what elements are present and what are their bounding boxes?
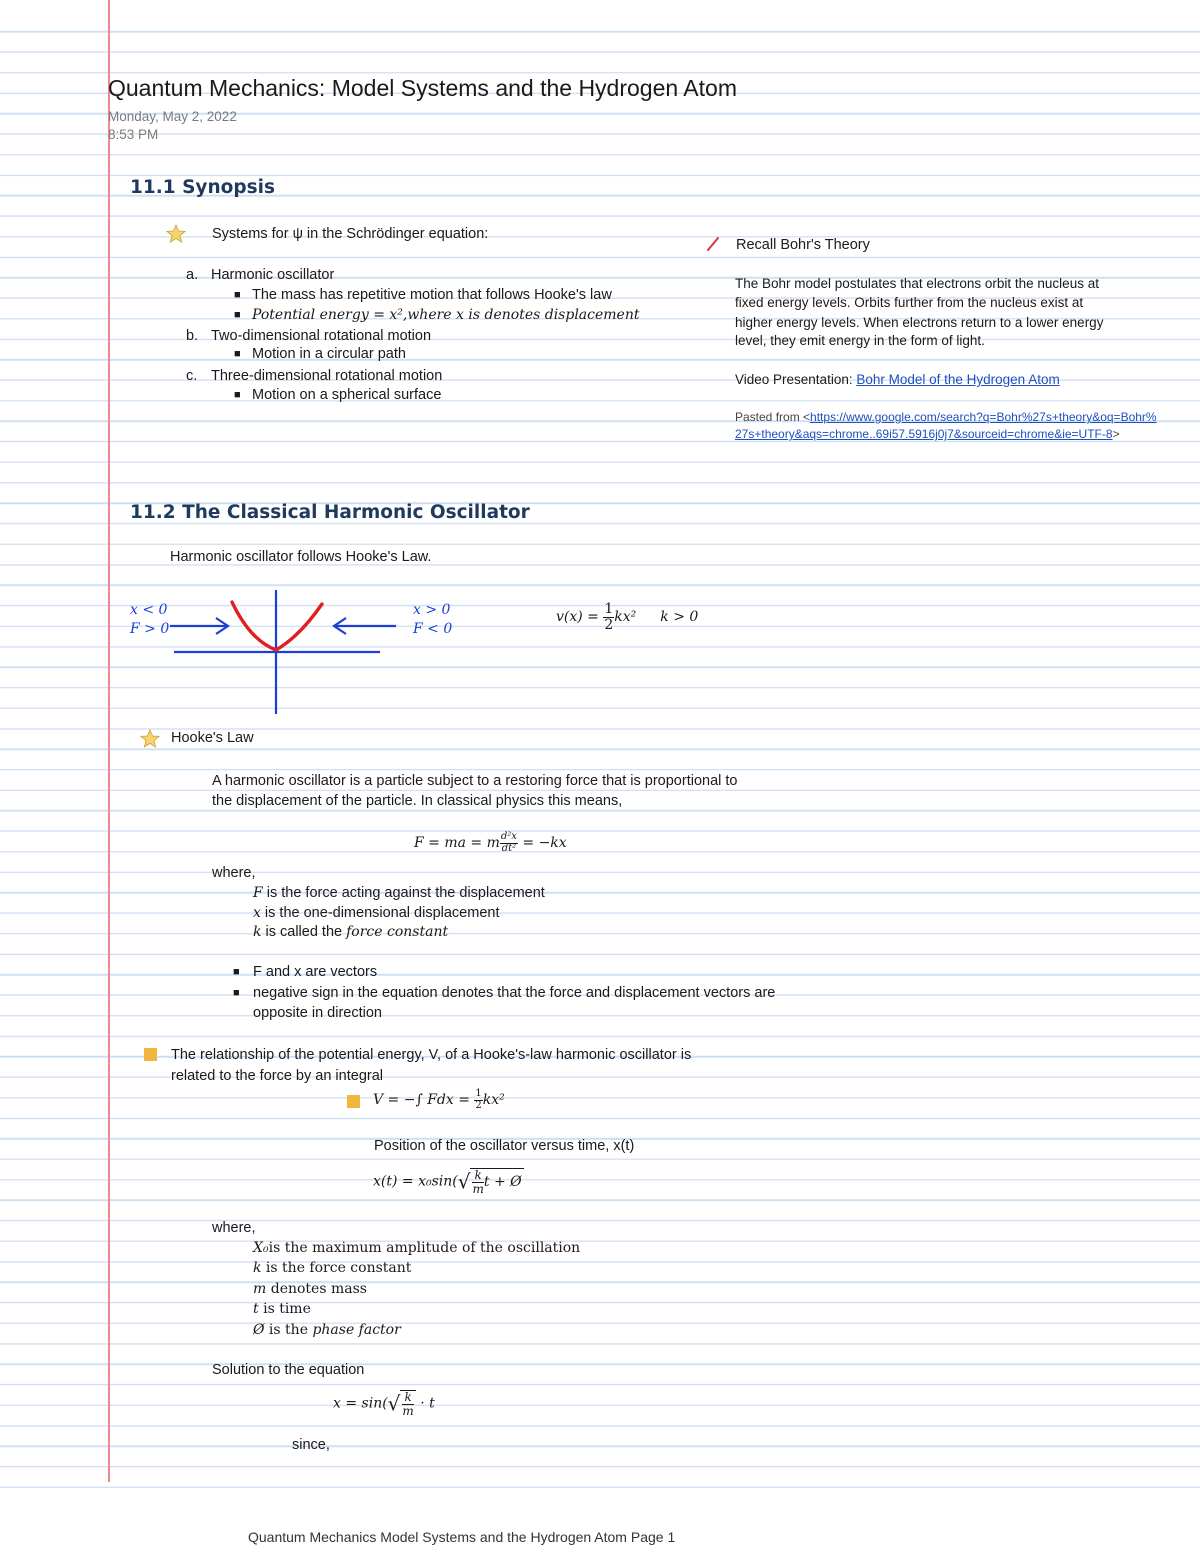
definition: is the force acting against the displacement	[262, 885, 545, 901]
eq-lhs: x = sin(	[333, 1395, 388, 1412]
oscillator-intro: Harmonic oscillator follows Hooke's Law.	[170, 549, 432, 565]
eq-num: k	[472, 1169, 483, 1183]
eq-den: 2	[604, 616, 614, 633]
pasted-label: Pasted from <	[735, 410, 811, 424]
video-presentation	[735, 372, 1060, 387]
eq-den: 2	[475, 1099, 482, 1111]
star-icon	[166, 224, 186, 244]
eq-num: k	[402, 1391, 413, 1405]
sqrt-body	[400, 1390, 415, 1417]
footer-band	[0, 1495, 1200, 1556]
definition: denotes mass	[266, 1281, 367, 1297]
eq-fraction	[603, 602, 614, 632]
definition: is the force constant	[261, 1260, 412, 1276]
symbol: Ø	[253, 1322, 265, 1338]
eq-lhs: F = ma = m	[414, 835, 500, 851]
list-item-two-dimensional: Two-dimensional rotational motion	[211, 328, 432, 344]
pen-icon	[706, 236, 720, 252]
where-item-t	[253, 1301, 311, 1317]
eq-num: 1	[604, 601, 614, 617]
where-label: where,	[212, 865, 256, 881]
bullet-icon: ■	[233, 987, 240, 999]
star-icon	[140, 729, 160, 749]
definition: is the	[264, 1322, 313, 1338]
eq-rhs: t + Ø	[483, 1174, 522, 1191]
video-label: Video Presentation:	[735, 372, 857, 387]
eq-rhs: = −kx	[517, 835, 567, 851]
bullet-icon: ■	[233, 966, 240, 978]
solution-equation	[333, 1390, 435, 1417]
definition: is the one-dimensional displacement	[260, 905, 500, 921]
eq-den: m	[472, 1181, 484, 1196]
page-title: Quantum Mechanics: Model Systems and the Hydrogen Atom	[108, 75, 737, 101]
eq-lhs: V = −∫ Fdx =	[373, 1092, 475, 1108]
eq-fraction	[402, 1391, 413, 1417]
sqrt-sign: √	[457, 1169, 471, 1194]
since-label: since,	[292, 1437, 330, 1453]
where-label: where,	[212, 1220, 256, 1236]
page-footer: Quantum Mechanics Model Systems and the Hydrogen Atom Page 1	[248, 1529, 676, 1545]
list-item-three-dimensional: Three-dimensional rotational motion	[211, 368, 443, 384]
video-link[interactable]: Bohr Model of the Hydrogen Atom	[856, 372, 1060, 387]
eq-num: d²x	[500, 831, 517, 842]
right-f-label: F < 0	[413, 621, 453, 637]
eq-fraction	[500, 832, 518, 854]
eq-condition: k > 0	[660, 609, 699, 626]
bullet-icon: ■	[234, 348, 241, 360]
square-icon	[144, 1048, 157, 1061]
eq-lhs: v(x) =	[556, 609, 604, 626]
where-item-k	[253, 924, 448, 940]
bullet-icon: ■	[234, 309, 241, 321]
position-label: Position of the oscillator versus time, x(t)	[374, 1138, 635, 1154]
note-vectors: F and x are vectors	[253, 964, 378, 980]
pasted-from-line	[735, 410, 1157, 424]
where-item-k	[253, 1260, 411, 1276]
left-f-label: F > 0	[130, 621, 170, 637]
page-date: Monday, May 2, 2022	[108, 109, 237, 124]
bohr-heading: Recall Bohr's Theory	[736, 237, 870, 253]
symbol: k	[253, 924, 262, 940]
square-icon	[347, 1095, 360, 1108]
potential-equation	[556, 602, 698, 632]
definition: is time	[258, 1301, 311, 1317]
hooke-equation	[414, 832, 567, 854]
where-item-m	[253, 1281, 367, 1297]
oscillator-heading: 11.2 The Classical Harmonic Oscillator	[130, 502, 530, 523]
hooke-text-line: the displacement of the particle. In classical physics this means,	[212, 793, 623, 809]
symbol: t	[253, 1301, 259, 1317]
list-marker-c: c.	[186, 368, 198, 384]
where-item-x0	[253, 1240, 580, 1256]
left-x-label: x < 0	[130, 602, 168, 618]
sub-item-potential-energy: Potential energy = x²,where x is denotes displacement	[252, 307, 640, 323]
eq-num: 1	[475, 1088, 482, 1099]
sub-item-repetitive-motion: The mass has repetitive motion that follows Hooke's law	[252, 287, 612, 303]
position-equation	[373, 1168, 524, 1195]
pasted-url-link-cont[interactable]: 27s+theory&aqs=chrome..69i57.5916j0j7&sourceid=chrome&ie=UTF-8	[735, 427, 1113, 441]
bohr-text-line: The Bohr model postulates that electrons orbit the nucleus at	[735, 276, 1099, 291]
note-negative-sign: negative sign in the equation denotes that the force and displacement vectors are	[253, 985, 776, 1001]
eq-fraction	[472, 1169, 483, 1195]
pasted-end: >	[1112, 427, 1120, 441]
where-item-x	[253, 905, 499, 921]
sub-item-spherical-surface: Motion on a spherical surface	[252, 387, 442, 403]
symbol: x	[253, 905, 261, 921]
list-marker-a: a.	[186, 267, 199, 283]
oscillator-diagram	[120, 580, 460, 720]
note-negative-sign-cont: opposite in direction	[253, 1005, 382, 1021]
symbol: m	[253, 1281, 267, 1297]
definition: is the maximum amplitude of the oscillation	[268, 1240, 581, 1256]
synopsis-heading: 11.1 Synopsis	[130, 177, 275, 198]
right-x-label: x > 0	[413, 602, 451, 618]
bohr-text-line: fixed energy levels. Orbits further from the nucleus exist at	[735, 295, 1084, 310]
sqrt-body	[470, 1168, 523, 1195]
solution-label: Solution to the equation	[212, 1362, 365, 1378]
bohr-text-line: higher energy levels. When electrons return to a lower energy	[735, 315, 1104, 330]
list-marker-b: b.	[186, 328, 199, 344]
eq-fraction	[474, 1089, 482, 1111]
bohr-text-line: level, they emit energy in the form of light.	[735, 333, 985, 348]
bullet-icon: ■	[234, 389, 241, 401]
integral-equation	[373, 1089, 505, 1111]
sub-item-circular-path: Motion in a circular path	[252, 346, 406, 362]
potential-text-line: related to the force by an integral	[171, 1068, 383, 1084]
eq-rhs: kx²	[614, 609, 637, 626]
eq-lhs: x(t) = x₀sin(	[373, 1173, 458, 1190]
pasted-url-link[interactable]: https://www.google.com/search?q=Bohr%27s+theory&oq=Bohr%	[810, 410, 1157, 424]
pasted-from-line-2	[735, 427, 1120, 441]
synopsis-intro: Systems for ψ in the Schrödinger equation:	[212, 226, 489, 242]
page-time: 8:53 PM	[108, 127, 159, 142]
potential-text-line: The relationship of the potential energy, V, of a Hooke's-law harmonic oscillator is	[171, 1047, 692, 1063]
list-item-harmonic-oscillator: Harmonic oscillator	[211, 267, 335, 283]
sqrt-sign: √	[387, 1391, 401, 1416]
symbol: F	[253, 885, 263, 901]
bullet-icon: ■	[234, 289, 241, 301]
symbol: X₀	[253, 1240, 269, 1256]
eq-rhs: · t	[415, 1395, 435, 1412]
where-item-phase	[253, 1322, 401, 1338]
emphasis: phase factor	[312, 1322, 401, 1338]
notebook-margin-line	[108, 0, 110, 1482]
symbol: k	[253, 1260, 262, 1276]
definition: is called the	[261, 924, 347, 940]
hooke-text-line: A harmonic oscillator is a particle subject to a restoring force that is proportional to	[212, 773, 738, 789]
emphasis: force constant	[346, 924, 449, 940]
hooke-heading: Hooke's Law	[171, 730, 254, 746]
eq-rhs: kx²	[482, 1092, 505, 1108]
eq-den: m	[402, 1403, 414, 1418]
eq-den: dt²	[501, 842, 517, 854]
where-item-f	[253, 885, 545, 901]
